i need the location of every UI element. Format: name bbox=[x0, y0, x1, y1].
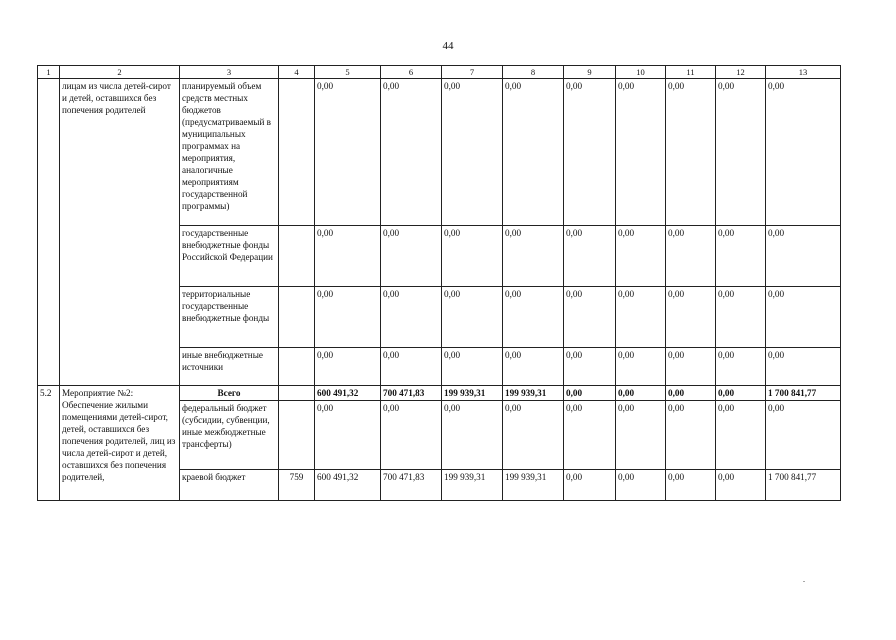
value-cell: 0,00 bbox=[716, 386, 766, 401]
value-cell: 0,00 bbox=[616, 386, 666, 401]
value-cell: 0,00 bbox=[616, 348, 666, 386]
value-cell: 0,00 bbox=[666, 79, 716, 226]
value-cell: 0,00 bbox=[442, 79, 503, 226]
row-number-cell: 5.2 bbox=[38, 386, 60, 501]
page-number: 44 bbox=[442, 40, 454, 52]
value-cell: 0,00 bbox=[766, 348, 841, 386]
value-cell: 0,00 bbox=[666, 401, 716, 470]
value-cell: 0,00 bbox=[381, 401, 442, 470]
value-cell: 0,00 bbox=[564, 226, 616, 287]
value-cell: 0,00 bbox=[666, 226, 716, 287]
value-cell: 1 700 841,77 bbox=[766, 470, 841, 501]
funding-source-cell: Всего bbox=[180, 386, 279, 401]
value-cell: 0,00 bbox=[381, 226, 442, 287]
value-cell: 0,00 bbox=[564, 386, 616, 401]
budget-code-cell bbox=[279, 348, 315, 386]
value-cell: 0,00 bbox=[616, 401, 666, 470]
column-header: 11 bbox=[666, 66, 716, 79]
budget-code-cell bbox=[279, 401, 315, 470]
value-cell: 0,00 bbox=[315, 226, 381, 287]
value-cell: 0,00 bbox=[766, 287, 841, 348]
value-cell: 0,00 bbox=[503, 401, 564, 470]
funding-source-cell: иные внебюджетные источники bbox=[180, 348, 279, 386]
value-cell: 600 491,32 bbox=[315, 386, 381, 401]
budget-code-cell bbox=[279, 79, 315, 226]
budget-code-cell: 759 bbox=[279, 470, 315, 501]
value-cell: 0,00 bbox=[442, 348, 503, 386]
funding-source-cell: территориальные государственные внебюджетные фонды bbox=[180, 287, 279, 348]
funding-source-cell: краевой бюджет bbox=[180, 470, 279, 501]
table-row bbox=[38, 386, 841, 401]
column-header: 6 bbox=[381, 66, 442, 79]
value-cell: 0,00 bbox=[716, 287, 766, 348]
value-cell: 0,00 bbox=[716, 348, 766, 386]
budget-table bbox=[37, 65, 841, 501]
value-cell: 0,00 bbox=[716, 401, 766, 470]
column-header: 13 bbox=[766, 66, 841, 79]
column-header: 8 bbox=[503, 66, 564, 79]
value-cell: 600 491,32 bbox=[315, 470, 381, 501]
value-cell: 0,00 bbox=[766, 401, 841, 470]
value-cell: 0,00 bbox=[666, 386, 716, 401]
column-header: 4 bbox=[279, 66, 315, 79]
measure-name-cell: лицам из числа детей-сирот и детей, оставшихся без попечения родителей bbox=[60, 79, 180, 386]
value-cell: 0,00 bbox=[503, 226, 564, 287]
value-cell: 0,00 bbox=[315, 79, 381, 226]
value-cell: 0,00 bbox=[503, 348, 564, 386]
value-cell: 0,00 bbox=[616, 79, 666, 226]
value-cell: 0,00 bbox=[503, 287, 564, 348]
value-cell: 700 471,83 bbox=[381, 470, 442, 501]
value-cell: 0,00 bbox=[616, 470, 666, 501]
value-cell: 199 939,31 bbox=[442, 470, 503, 501]
footer-mark: . bbox=[803, 575, 805, 584]
value-cell: 0,00 bbox=[381, 79, 442, 226]
value-cell: 0,00 bbox=[381, 348, 442, 386]
value-cell: 0,00 bbox=[716, 226, 766, 287]
value-cell: 0,00 bbox=[442, 226, 503, 287]
value-cell: 199 939,31 bbox=[442, 386, 503, 401]
row-number-cell bbox=[38, 79, 60, 386]
value-cell: 0,00 bbox=[564, 401, 616, 470]
budget-code-cell bbox=[279, 287, 315, 348]
budget-code-cell bbox=[279, 226, 315, 287]
value-cell: 1 700 841,77 bbox=[766, 386, 841, 401]
value-cell: 0,00 bbox=[616, 287, 666, 348]
value-cell: 0,00 bbox=[666, 348, 716, 386]
value-cell: 0,00 bbox=[503, 79, 564, 226]
value-cell: 0,00 bbox=[766, 226, 841, 287]
column-header: 9 bbox=[564, 66, 616, 79]
value-cell: 0,00 bbox=[766, 79, 841, 226]
value-cell: 0,00 bbox=[564, 348, 616, 386]
column-header: 5 bbox=[315, 66, 381, 79]
column-header: 3 bbox=[180, 66, 279, 79]
funding-source-cell: государственные внебюджетные фонды Российской Федерации bbox=[180, 226, 279, 287]
value-cell: 0,00 bbox=[442, 401, 503, 470]
value-cell: 199 939,31 bbox=[503, 386, 564, 401]
value-cell: 199 939,31 bbox=[503, 470, 564, 501]
value-cell: 0,00 bbox=[666, 287, 716, 348]
value-cell: 0,00 bbox=[315, 348, 381, 386]
measure-name-cell: Мероприятие №2: Обеспечение жилыми помещениями детей-сирот, детей, оставшихся без попечения родителей, лиц из числа детей-сирот и детей, оставшихся без попечения родителей, bbox=[60, 386, 180, 501]
value-cell: 0,00 bbox=[315, 287, 381, 348]
column-header: 10 bbox=[616, 66, 666, 79]
value-cell: 0,00 bbox=[666, 470, 716, 501]
header-row bbox=[38, 66, 841, 79]
funding-source-cell: федеральный бюджет (субсидии, субвенции, иные межбюджетные трансферты) bbox=[180, 401, 279, 470]
column-header: 1 bbox=[38, 66, 60, 79]
table-row bbox=[38, 79, 841, 226]
value-cell: 0,00 bbox=[442, 287, 503, 348]
budget-code-cell bbox=[279, 386, 315, 401]
value-cell: 0,00 bbox=[315, 401, 381, 470]
value-cell: 0,00 bbox=[716, 79, 766, 226]
value-cell: 0,00 bbox=[616, 226, 666, 287]
value-cell: 0,00 bbox=[716, 470, 766, 501]
value-cell: 0,00 bbox=[381, 287, 442, 348]
column-header: 7 bbox=[442, 66, 503, 79]
value-cell: 0,00 bbox=[564, 79, 616, 226]
value-cell: 700 471,83 bbox=[381, 386, 442, 401]
funding-source-cell: планируемый объем средств местных бюджетов (предусматриваемый в муниципальных программах на мероприятия, аналогичные мероприятиям государственной программы) bbox=[180, 79, 279, 226]
column-header: 2 bbox=[60, 66, 180, 79]
value-cell: 0,00 bbox=[564, 470, 616, 501]
value-cell: 0,00 bbox=[564, 287, 616, 348]
column-header: 12 bbox=[716, 66, 766, 79]
